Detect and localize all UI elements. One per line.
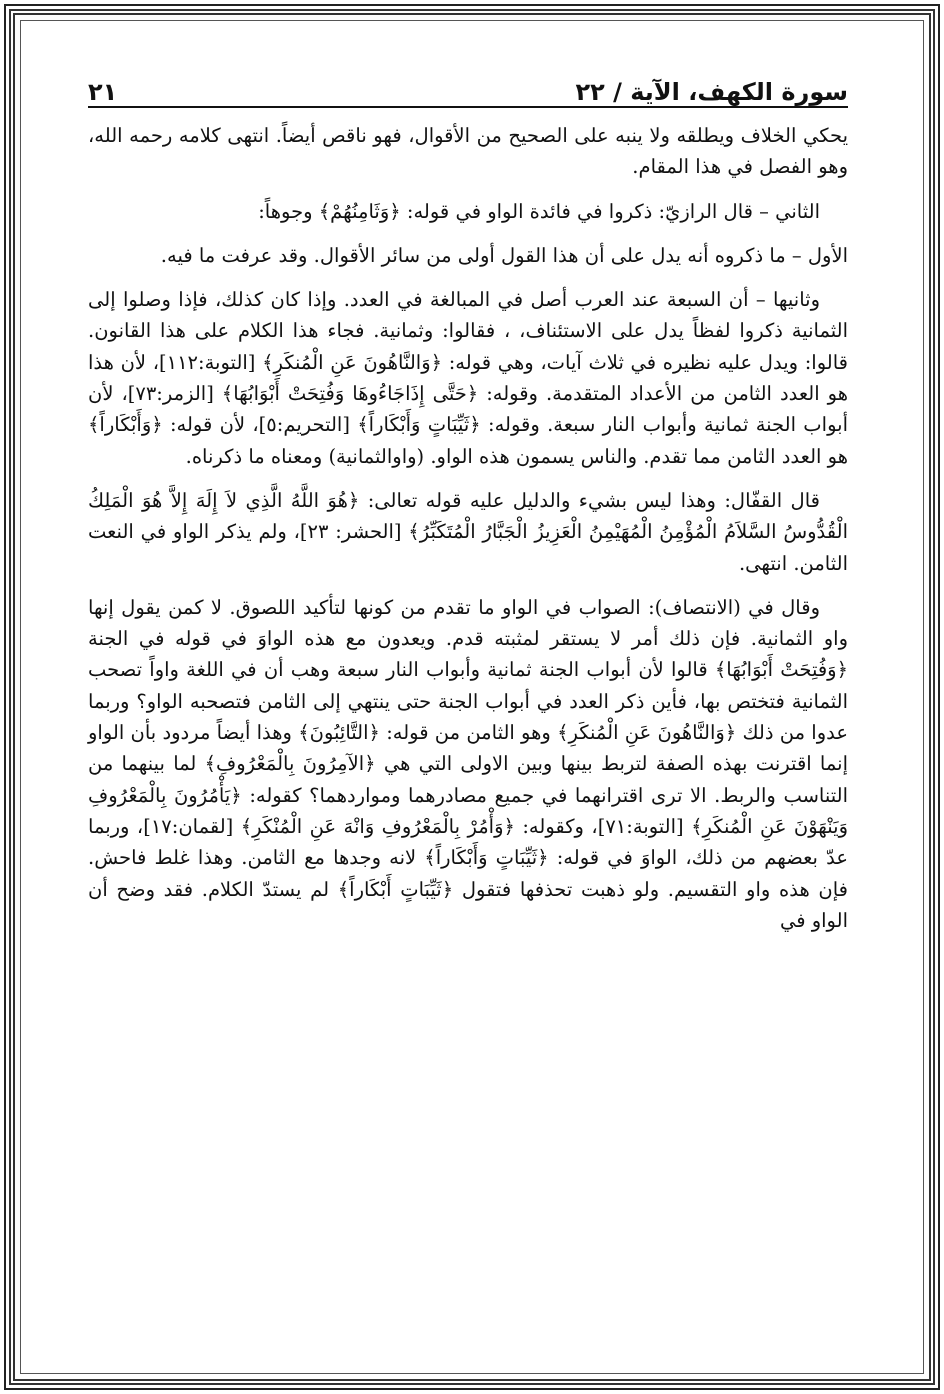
paragraph-4: وثانيها – أن السبعة عند العرب أصل في المبالغة في العدد. وإذا كان كذلك، فإذا وصلوا إلى الثمانية ذكروا لفظاً يدل على الاستئناف، ، فقالوا: وثمانية. فجاء هذا الكلام على هذا القانون. قالوا: ويدل عليه نظيره في ثلاث آيات، وهي قوله: ﴿وَالنَّاهُونَ عَنِ الْمُنكَرِ﴾ [التوبة:١١٢]، لأن هذا هو العدد الثامن من الأعداد المتقدمة. وقوله: ﴿حَتَّى إِذَاجَاءُوهَا وَفُتِحَتْ أَبْوَابُهَا﴾ [الزمر:٧٣]، لأن أبواب الجنة ثمانية وأبواب النار سبعة. وقوله: ﴿ثَيِّبَاتٍ وَأَبْكَاراً﴾ [التحريم:٥]، لأن قوله: ﴿وَأَبْكَاراً﴾ هو العدد الثامن مما تقدم. والناس يسمون هذه الواو. (واوالثمانية) ومعناه ما ذكرناه.	[88, 288, 848, 468]
paragraph-3: الأول – ما ذكروه أنه يدل على أن هذا القول أولى من سائر الأقوال. وقد عرفت ما فيه.	[160, 243, 848, 267]
paragraph-2: الثاني – قال الرازيّ: ذكروا في فائدة الواو في قوله: ﴿وَثَامِنُهُمْ﴾ وجوهاً:	[258, 199, 820, 223]
paragraph-1: يحكي الخلاف ويطلقه ولا ينبه على الصحيح من الأقوال، فهو ناقص أيضاً. انتهى كلامه رحمه الله، وهو الفصل في هذا المقام.	[88, 124, 848, 179]
page-body	[88, 120, 848, 936]
book-page	[88, 66, 848, 949]
page-number: ٢١	[88, 78, 118, 106]
running-header	[88, 66, 848, 108]
paragraph-6: وقال في (الانتصاف): الصواب في الواو ما تقدم من كونها لتأكيد اللصوق. لا كمن يقول إنها واو الثمانية. فإن ذلك أمر لا يستقر لمثبته قدم. ويعدون مع هذه الواوَ في قوله في الجنة ﴿وَفُتِحَتْ أَبْوَابُهَا﴾ قالوا لأن أبواب الجنة ثمانية وأبواب النار سبعة وهب أن في اللغة واواً تصحب الثمانية فتختص بها، فأين ذكر العدد في أبواب الجنة حتى ينتهي إلى الثامن فتصحبه الواو؟ وربما عدوا من ذلك ﴿وَالنَّاهُونَ عَنِ الْمُنكَرِ﴾ وهو الثامن من قوله: ﴿التَّائِبُونَ﴾ وهذا أيضاً مردود بأن الواو إنما اقترنت بهذه الصفة لتربط بينها وبين الاولى التي هي ﴿الآمِرُونَ بِالْمَعْرُوفِ﴾ لما بينهما من التناسب والربط. الا ترى اقترانهما في جميع مصادرهما ومواردهما؟ كقوله: ﴿يَأْمُرُونَ بِالْمَعْرُوفِ وَيَنْهَوْنَ عَنِ الْمُنكَرِ﴾ [التوبة:٧١]، وكقوله: ﴿وَأْمُرْ بِالْمَعْرُوفِ وَانْهَ عَنِ الْمُنْكَرِ﴾ [لقمان:١٧]، وربما عدّ بعضهم من ذلك، الواوَ في قوله: ﴿ثَيِّبَاتٍ وَأَبْكَاراً﴾ لانه وجدها مع الثامن. وهذا غلط فاحش. فإن هذه واو التقسيم. ولو ذهبت تحذفها فتقول ﴿ثَيِّبَاتٍ أَبْكَاراً﴾ لم يستدّ الكلام. فقد وضح أن الواو في	[88, 595, 848, 932]
surah-title: سورة الكهف، الآية / ٢٢	[575, 78, 848, 106]
paragraph-5: قال القفّال: وهذا ليس بشيء والدليل عليه قوله تعالى: ﴿هُوَ اللَّهُ الَّذِي لاَ إِلَهَ إِلاَّ هُوَ الْمَلِكُ الْقُدُّوسُ السَّلاَمُ الْمُؤْمِنُ الْمُهَيْمِنُ الْعَزِيزُ الْجَبَّارُ الْمُتَكَبِّرُ﴾ [الحشر: ٢٣]، ولم يذكر الواو في النعت الثامن. انتهى.	[88, 488, 849, 575]
